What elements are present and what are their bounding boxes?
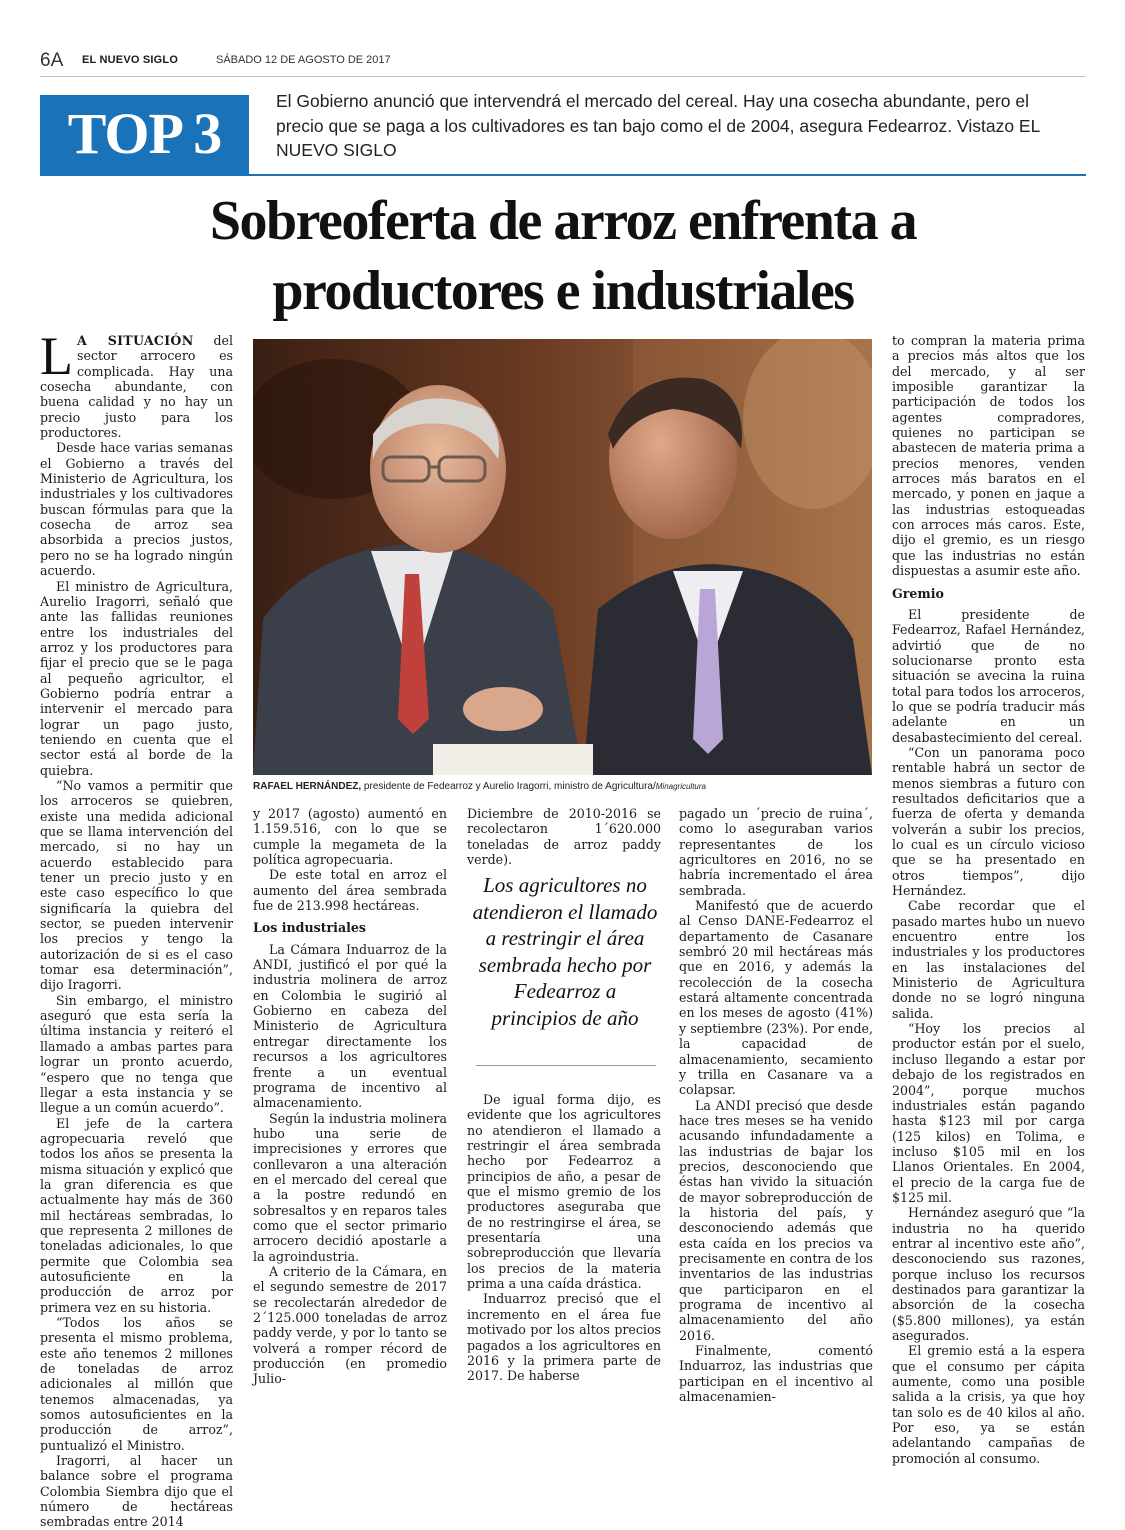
paragraph: Finalmente, comentó Induarroz, las industrias que participan en el incentivo al almacenamien- bbox=[679, 1343, 873, 1405]
paragraph: Hernández aseguró que “la industria no ha querido entrar al incentivo este año”, desconociendo sus razones, porque incluso los recursos destinados para garantizar la absorción de la cosecha ($5.800 millones), ya están asegurados. bbox=[892, 1205, 1085, 1343]
photo-caption bbox=[253, 781, 872, 792]
page-number: 6A bbox=[40, 50, 64, 71]
paragraph: pagado un ´precio de ruina´, como lo aseguraban varios representantes de los agricultores en 2016, no se habría incrementado el área sembrada. bbox=[679, 806, 873, 898]
caption-name: RAFAEL HERNÁNDEZ, bbox=[253, 781, 362, 792]
paragraph: De igual forma dijo, es evidente que los agricultores no atendieron el llamado a restringir el área sembrada hecho por Fedearroz a principios de año, a pesar de que el mismo gremio de los productores aseguraba que de no restringirse el área, se presentaría una sobreproducción que llevaría los precios de la materia prima a una caída drástica. bbox=[467, 1092, 661, 1292]
paragraph: La ANDI precisó que desde hace tres meses se ha venido acusando infundadamente a las industrias de bajar los precios, desconociendo que éstas han vivido la situación de mayor sobreproducción de la historia del país, y desconociendo además que esta caída en los precios va precisamente en contra de los inventarios de las industrias que participaron en el programa de incentivo al almacenamiento del año 2016. bbox=[679, 1097, 873, 1343]
paragraph: Cabe recordar que el pasado martes hubo un nuevo encuentro entre los industriales y los productores en las instalaciones del Ministerio de Agricultura donde no se logró ninguna salida. bbox=[892, 898, 1085, 1021]
paragraph: y 2017 (agosto) aumentó en 1.159.516, con lo que se cumple la megameta de la política agropecuaria. bbox=[253, 806, 447, 868]
pull-quote: Los agricultores no atendieron el llamado a restringir el área sembrada hecho por Fedearroz a principios de año bbox=[472, 873, 658, 1030]
article-column-2 bbox=[253, 806, 447, 1387]
article-column-1 bbox=[40, 326, 233, 1530]
issue-date: SÁBADO 12 DE AGOSTO DE 2017 bbox=[216, 54, 391, 66]
subheading-gremio: Gremio bbox=[892, 585, 944, 601]
paragraph: El presidente de Fedearroz, Rafael Hernández, advirtió que de no solucionarse pronto esta situación se avecina la ruina total para todos los arroceros, lo que se podría traducir más adelante en un desabastecimiento del cereal. bbox=[892, 606, 1085, 745]
lead-paragraph bbox=[40, 326, 233, 441]
paragraph: Desde hace varias semanas el Gobierno a través del Ministerio de Agricultura, los industriales y los cultivadores buscan fórmulas para que la cosecha de arroz sea absorbida a precios justos, pero no se ha logrado ningún acuerdo. bbox=[40, 440, 233, 579]
paragraph: “Hoy los precios al productor están por el suelo, incluso llegando a estar por debajo de los registrados en 2004”, porque muchos industriales están pagando hasta $123 mil por carga (125 kilos) en Tolima, e incluso $105 mil en los Llanos Orientales. En 2004, el precio de la carga fue de $125 mil. bbox=[892, 1021, 1085, 1205]
article-column-3-top bbox=[467, 806, 661, 867]
headline bbox=[40, 186, 1086, 326]
paragraph: to compran la materia prima a precios más altos que los del mercado, y al ser imposible garantizar la participación de todos los agentes compradores, quienes no participan se abastecen de materia prima a precios menores, venden arroces más baratos en el mercado, y ponen en jaque a las industrias estoqueadas con arroces más caros. Este, dijo el gremio, es un riesgo que las industrias no están dispuestas a asumir este año. bbox=[892, 333, 1085, 579]
paragraph: Iragorri, al hacer un balance sobre el programa Colombia Siembra dijo que el número de hectáreas sembradas entre 2014 bbox=[40, 1453, 233, 1530]
paragraph: A criterio de la Cámara, en el segundo semestre de 2017 se recolectarán alrededor de 2´125.000 toneladas de arroz paddy verde, y por lo tanto se volverá a romper récord de producción (en promedio Julio- bbox=[253, 1263, 447, 1387]
section-badge: TOP 3 bbox=[40, 95, 249, 175]
page-header bbox=[40, 50, 1086, 77]
article-column-5 bbox=[892, 333, 1085, 1466]
paragraph: La Cámara Induarroz de la ANDI, justificó el por qué la industria molinera de arroz en Colombia le sugirió al Gobierno en cabeza del Ministerio de Agricultura entregar directamente los recursos a los agricultores frente a un eventual programa de incentivo al almacenamiento. bbox=[253, 941, 447, 1111]
article-column-3-bottom bbox=[467, 1092, 661, 1384]
lead-words: A SITUACIÓN bbox=[77, 333, 194, 348]
pull-quote-rule bbox=[476, 1065, 656, 1066]
paragraph: “Todos los años se presenta el mismo problema, este año tenemos 2 millones de toneladas de arroz adicionales al millón que tenemos almacenadas, ya somos autosuficientes en la producción de arroz”, puntualizó el Ministro. bbox=[40, 1315, 233, 1453]
paragraph: El ministro de Agricultura, Aurelio Iragorri, señaló que ante las fallidas reuniones entre los industriales del arroz y los productores para fijar el precio que se le paga al pequeño agricultor, el Gobierno podría entrar a intervenir el mercado para lograr un pago justo, teniendo en cuenta que el sector está al borde de la quiebra. bbox=[40, 578, 233, 778]
paragraph: Sin embargo, el ministro aseguró que esta sería la última instancia y reiteró el llamado a ambas partes para lograr un pronto acuerdo, “espero que no tenga que llegar a esta instancia y se llegue a un común acuerdo”. bbox=[40, 992, 233, 1116]
paragraph: Diciembre de 2010-2016 se recolectaron 1´620.000 toneladas de arroz paddy verde). bbox=[467, 806, 661, 868]
lead-text: del sector arrocero es complicada. Hay una cosecha abundante, con buena calidad y no hay un precio justo para los productores. bbox=[40, 333, 233, 441]
photo-illustration bbox=[253, 339, 872, 775]
paragraph: De este total en arroz el aumento del área sembrada fue de 213.998 hectáreas. bbox=[253, 867, 447, 914]
paragraph: El gremio está a la espera que el consumo per cápita aumente, como una posible salida a la crisis, ya que hoy tan solo es de 40 kilos al año. Por eso, ya se están adelantando campañas de promoción al consumo. bbox=[892, 1343, 1085, 1466]
intro-summary: El Gobierno anunció que intervendrá el mercado del cereal. Hay una cosecha abundante, pero el precio que se paga a los cultivadores es tan bajo como el de 2004, asegura Fedearroz. Vistazo EL NUEVO SIGLO bbox=[276, 91, 1040, 160]
caption-text: presidente de Fedearroz y Aurelio Iragorri, ministro de Agricultura/ bbox=[361, 781, 656, 792]
paragraph: Manifestó que de acuerdo al Censo DANE-Fedearroz el departamento de Casanare sembró 20 mil hectáreas más que en 2016, y además la recolección de la cosecha estará altamente concentrada en los meses de agosto (41%) y septiembre (23%). Por ende, la capacidad de almacenamiento, secamiento y trilla en Casanare va a colapsar. bbox=[679, 898, 873, 1098]
paragraph: El jefe de la cartera agropecuaria reveló que todos los años se presenta la misma situación y explicó que la gran diferencia es que actualmente hay más de 360 mil hectáreas sembradas, lo que representa 2 millones de toneladas adicionales, lo que permite que Colombia sea autosuficiente en la producción de arroz por primera vez en su historia. bbox=[40, 1115, 233, 1315]
paragraph: “No vamos a permitir que los arroceros se quiebren, existe una medida adicional que se llama intervención del mercado, si no hay un acuerdo establecido para tener un precio justo y en este caso específico lo que significaría la quiebra del sector, se pueden intervenir los precios y tengo la autorización de si es el caso tomar esa determinación”, dijo Iragorri. bbox=[40, 777, 233, 993]
paragraph: Induarroz precisó que el incremento en el área fue motivado por los altos precios pagados a los agricultores en 2016 y la primera parte de 2017. De haberse bbox=[467, 1291, 661, 1384]
paragraph: “Con un panorama poco rentable habrá un sector de menos siembras a futuro con resultados deficitarios que a fuerza de oferta y demanda volverán a subir los precios, lo cual es un círculo vicioso que se ha presentado en otros tiempos”, dijo Hernández. bbox=[892, 744, 1085, 899]
headline-line-1: Sobreoferta de arroz enfrenta a bbox=[209, 190, 917, 252]
paragraph: Según la industria molinera hubo una serie de imprecisiones y errores que conllevaron a una alteración en el mercado del cereal que a la postre redundó en sobresaltos y en reparos tales como que el sector primario arrocero decidió apostarle a la agroindustria. bbox=[253, 1110, 447, 1264]
caption-credit: Minagricultura bbox=[655, 782, 706, 791]
headline-line-2: productores e industriales bbox=[272, 260, 854, 322]
article-photo bbox=[253, 339, 872, 775]
drop-cap: L bbox=[40, 326, 73, 386]
article-column-4 bbox=[679, 806, 873, 1404]
section-rule bbox=[40, 174, 1086, 176]
subheading-industriales: Los industriales bbox=[253, 920, 367, 936]
newspaper-name: EL NUEVO SIGLO bbox=[82, 54, 179, 66]
